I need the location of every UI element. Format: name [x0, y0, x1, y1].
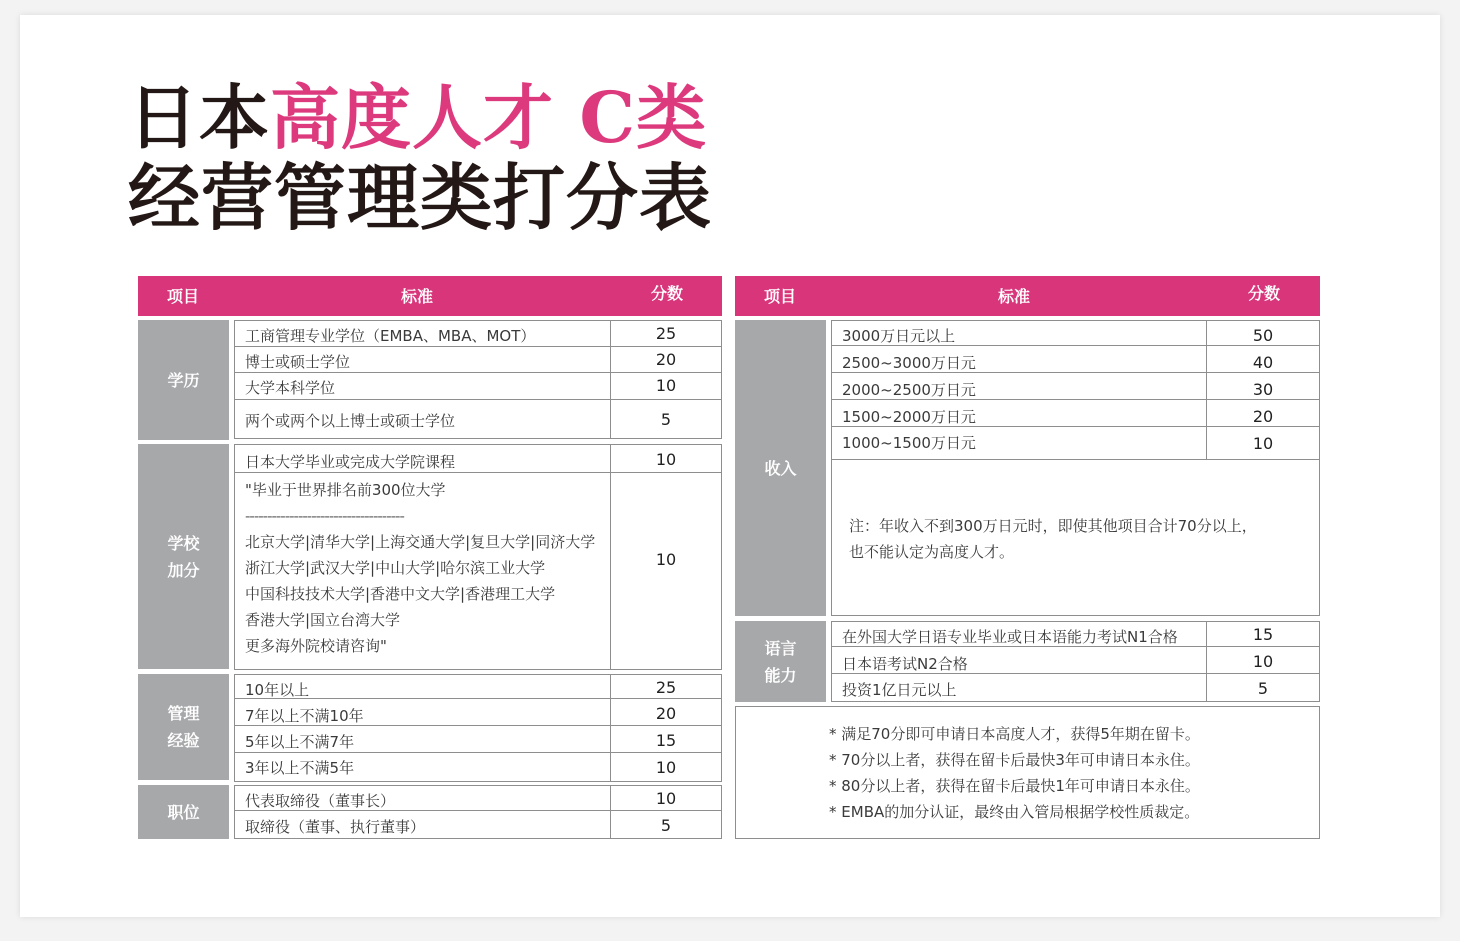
school-list	[245, 477, 595, 659]
income-rows	[831, 320, 1320, 616]
table-row-standard: 5年以上不满7年	[245, 733, 355, 751]
header-item: 项目	[764, 287, 797, 306]
income-note-line2: 也不能认定为高度人才。	[849, 543, 1015, 561]
header-score: 分数	[1248, 284, 1281, 303]
income-note	[849, 513, 1257, 565]
table-row-standard: 2500~3000万日元	[842, 354, 976, 372]
table-row-standard: 1500~2000万日元	[842, 408, 976, 426]
experience-rows	[234, 674, 722, 782]
table-row-score: 25	[655, 324, 677, 343]
header-score: 分数	[651, 284, 684, 303]
table-row-score: 15	[1252, 625, 1274, 644]
school-list-line: 北京大学|清华大学|上海交通大学|复旦大学|同济大学	[245, 533, 596, 551]
table-row-standard: 博士或硕士学位	[245, 353, 351, 371]
header-standard: 标准	[401, 287, 434, 306]
table-row-score: 10	[655, 789, 677, 808]
income-note-line1: 注：年收入不到300万日元时，即使其他项目合计70分以上，	[849, 517, 1257, 535]
group-label: 职位	[167, 802, 200, 822]
group-label-line1: 管理	[167, 704, 200, 723]
education-rows	[234, 320, 722, 439]
table-row-score: 5	[660, 816, 672, 835]
table-row-score: 10	[655, 376, 677, 395]
title-pink-part: 高度人才 C类	[270, 76, 708, 159]
position-rows	[234, 785, 722, 839]
table-row-standard: 大学本科学位	[245, 379, 336, 397]
group-label-line2: 加分	[167, 560, 200, 580]
footnote-item: * EMBA的加分认证，最终由入管局根据学校性质裁定。	[829, 803, 1200, 821]
table-row-standard: 代表取缔役（董事长）	[245, 792, 396, 810]
table-row-score: 20	[655, 704, 677, 723]
school-list-line: 中国科技技术大学|香港中文大学|香港理工大学	[245, 585, 556, 603]
table-row-score: 25	[655, 678, 677, 697]
table-row-standard: 10年以上	[245, 681, 310, 699]
table-header	[138, 276, 722, 316]
footnote-list	[829, 721, 1200, 825]
school-list-line: 更多海外院校请咨询"	[245, 637, 387, 655]
school-list-line: "毕业于世界排名前300位大学	[245, 481, 446, 499]
page-title-line2: 经营管理类打分表	[128, 155, 713, 240]
table-row-score: 20	[655, 350, 677, 369]
page-title-line1	[128, 78, 707, 158]
table-row-standard: 投资1亿日元以上	[842, 681, 957, 699]
header-item: 项目	[167, 287, 200, 306]
group-label-line2: 能力	[764, 665, 797, 685]
footnote-item: * 满足70分即可申请日本高度人才，获得5年期在留卡。	[829, 725, 1200, 743]
table-row-score: 5	[660, 410, 672, 429]
table-row-score: 10	[655, 450, 677, 469]
language-rows	[831, 621, 1320, 702]
group-position	[138, 785, 229, 839]
footnote-item: * 80分以上者，获得在留卡后最快1年可申请日本永住。	[829, 777, 1200, 795]
table-row-score: 50	[1252, 326, 1274, 345]
left-score-table	[138, 276, 722, 839]
school-list-line: 浙江大学|武汉大学|中山大学|哈尔滨工业大学	[245, 559, 546, 577]
table-row-standard: 日本语考试N2合格	[842, 655, 968, 673]
table-row-standard: 工商管理专业学位（EMBA、MBA、MOT）	[245, 327, 536, 345]
table-row-standard: 日本大学毕业或完成大学院课程	[245, 453, 456, 471]
table-row-standard: 2000~2500万日元	[842, 381, 976, 399]
group-label-line2: 经验	[167, 731, 200, 750]
table-row-score: 40	[1252, 353, 1274, 372]
group-management-experience	[138, 674, 229, 780]
footnote-item: * 70分以上者，获得在留卡后最快3年可申请日本永住。	[829, 751, 1200, 769]
footnotes-box	[735, 706, 1320, 839]
table-row-standard: 3年以上不满5年	[245, 759, 355, 777]
group-education	[138, 320, 229, 440]
title-black-part: 日本	[128, 76, 270, 159]
table-row-standard: 3000万日元以上	[842, 327, 956, 345]
right-score-table	[735, 276, 1320, 839]
table-row-score: 10	[655, 758, 677, 777]
group-label-line1: 语言	[764, 638, 797, 658]
table-row-standard: 两个或两个以上博士或硕士学位	[245, 412, 456, 430]
header-standard: 标准	[998, 287, 1031, 306]
group-language	[735, 621, 826, 702]
group-label: 收入	[764, 458, 797, 478]
table-row-score: 10	[1252, 434, 1274, 453]
group-label-line1: 学校	[167, 533, 200, 553]
group-school-bonus	[138, 444, 229, 669]
table-row-standard: 1000~1500万日元	[842, 434, 976, 452]
group-label: 学历	[167, 370, 200, 390]
table-row-score: 5	[1257, 679, 1269, 698]
table-row-score: 30	[1252, 380, 1274, 399]
table-header	[735, 276, 1320, 316]
table-row-score: 10	[655, 550, 677, 569]
school-list-divider: ------------------------------------	[245, 507, 404, 525]
group-income	[735, 320, 826, 616]
table-row-standard: 取缔役（董事、执行董事）	[245, 818, 426, 836]
table-row-standard: 在外国大学日语专业毕业或日本语能力考试N1合格	[842, 628, 1178, 646]
school-rows	[234, 444, 722, 670]
school-list-line: 香港大学|国立台湾大学	[245, 611, 401, 629]
table-row-score: 10	[1252, 652, 1274, 671]
table-row-standard: 7年以上不满10年	[245, 707, 364, 725]
table-row-score: 15	[655, 731, 677, 750]
table-row-score: 20	[1252, 407, 1274, 426]
